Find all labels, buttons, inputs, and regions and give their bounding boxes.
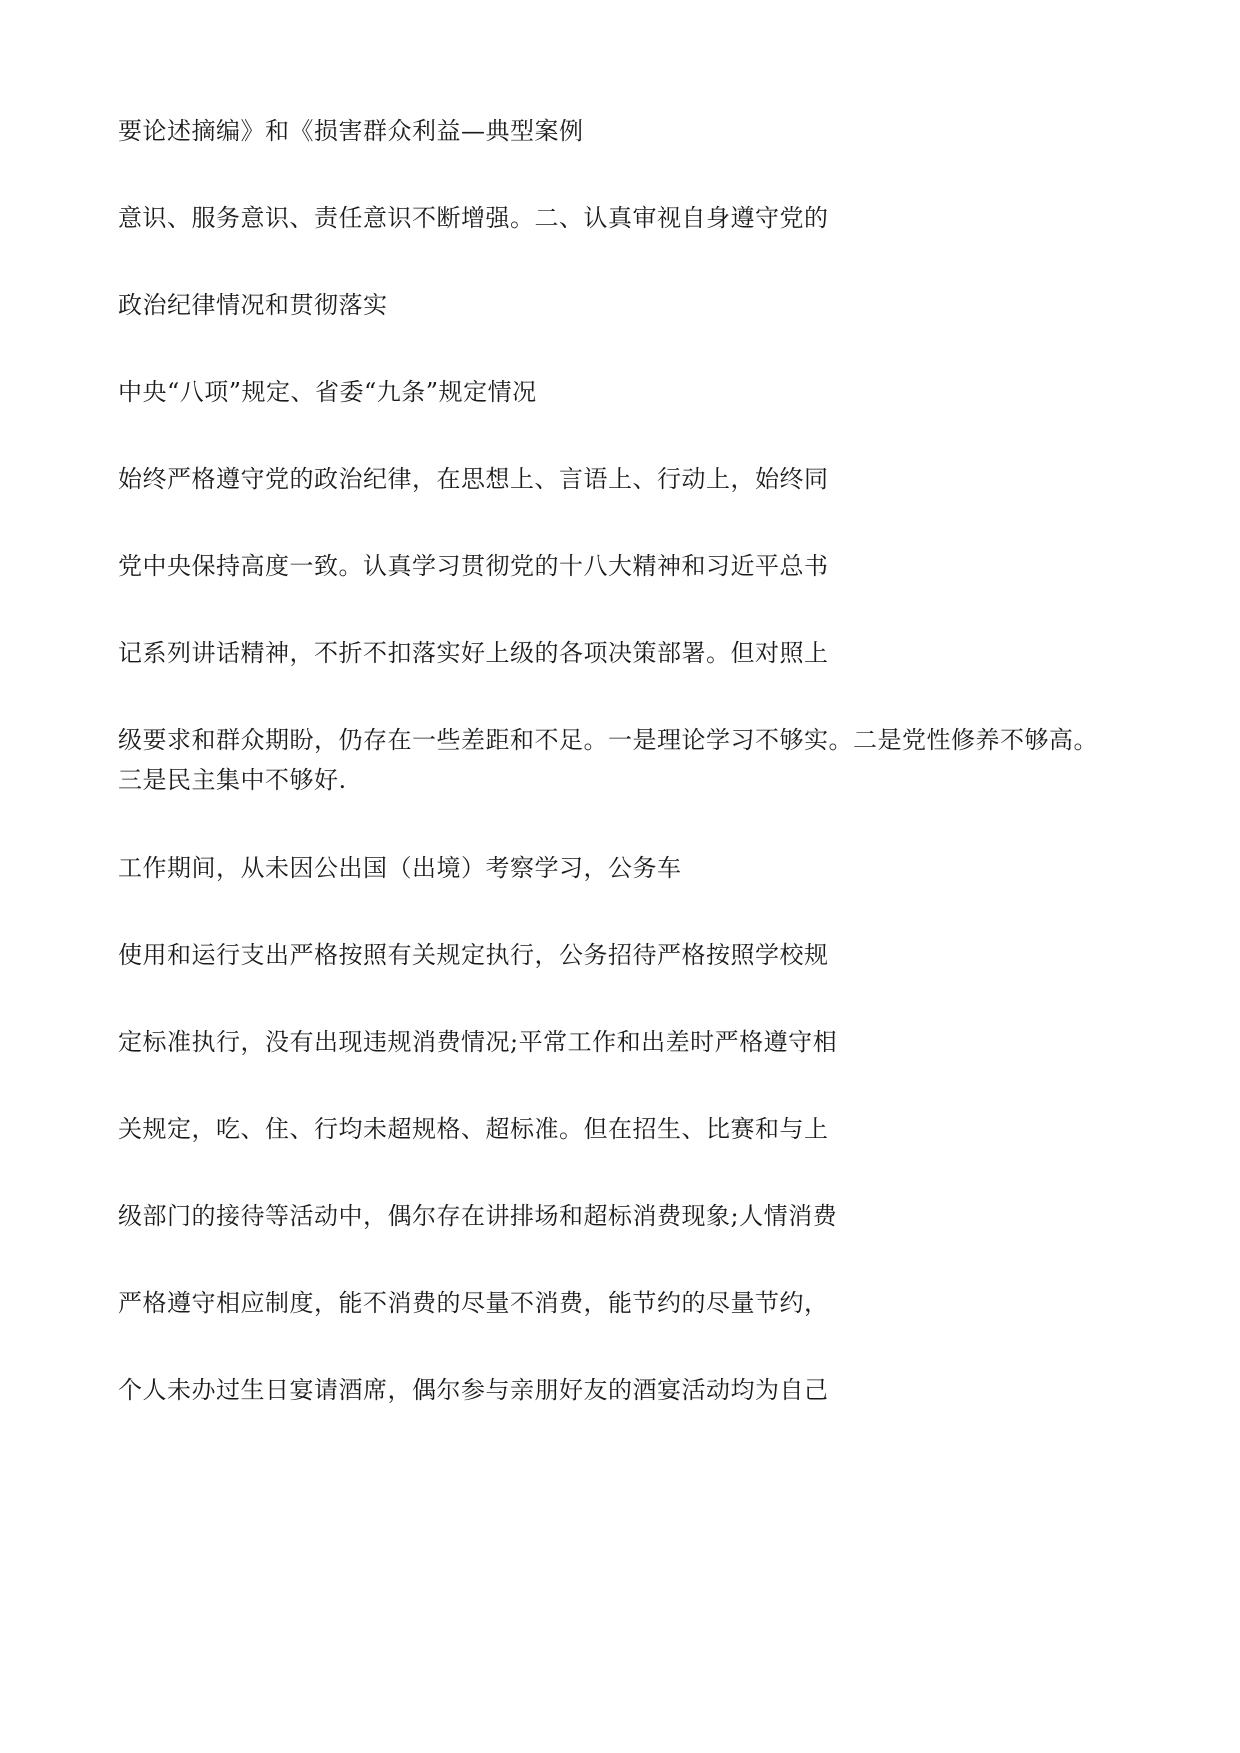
text-line-6: 党中央保持高度一致。认真学习贯彻党的十八大精神和习近平总书 (118, 552, 829, 580)
text-line-2: 意识、服务意识、责任意识不断增强。二、认真审视自身遵守党的 (118, 204, 829, 232)
text-line-14: 级部门的接待等活动中，偶尔存在讲排场和超标消费现象;人情消费 (118, 1202, 838, 1230)
text-line-3: 政治纪律情况和贯彻落实 (118, 291, 388, 319)
text-line-12: 定标准执行，没有出现违规消费情况;平常工作和出差时严格遵守相 (118, 1028, 838, 1056)
text-line-15: 严格遵守相应制度，能不消费的尽量不消费，能节约的尽量节约， (118, 1289, 829, 1317)
text-line-11: 使用和运行支出严格按照有关规定执行，公务招待严格按照学校规 (118, 941, 829, 969)
text-line-1: 要论述摘编》和《损害群众利益—典型案例 (118, 117, 584, 145)
text-line-8: 级要求和群众期盼，仍存在一些差距和不足。一是理论学习不够实。二是党性修养不够高。 (118, 726, 1098, 754)
text-line-5: 始终严格遵守党的政治纪律，在思想上、言语上、行动上，始终同 (118, 465, 829, 493)
text-line-16: 个人未办过生日宴请酒席，偶尔参与亲朋好友的酒宴活动均为自己 (118, 1376, 829, 1404)
text-line-9: 三是民主集中不够好. (118, 766, 347, 794)
text-line-7: 记系列讲话精神，不折不扣落实好上级的各项决策部署。但对照上 (118, 639, 829, 667)
text-line-13: 关规定，吃、住、行均未超规格、超标准。但在招生、比赛和与上 (118, 1115, 829, 1143)
text-line-4: 中央“八项”规定、省委“九条”规定情况 (118, 378, 537, 406)
text-line-10: 工作期间，从未因公出国（出境）考察学习，公务车 (118, 854, 682, 882)
